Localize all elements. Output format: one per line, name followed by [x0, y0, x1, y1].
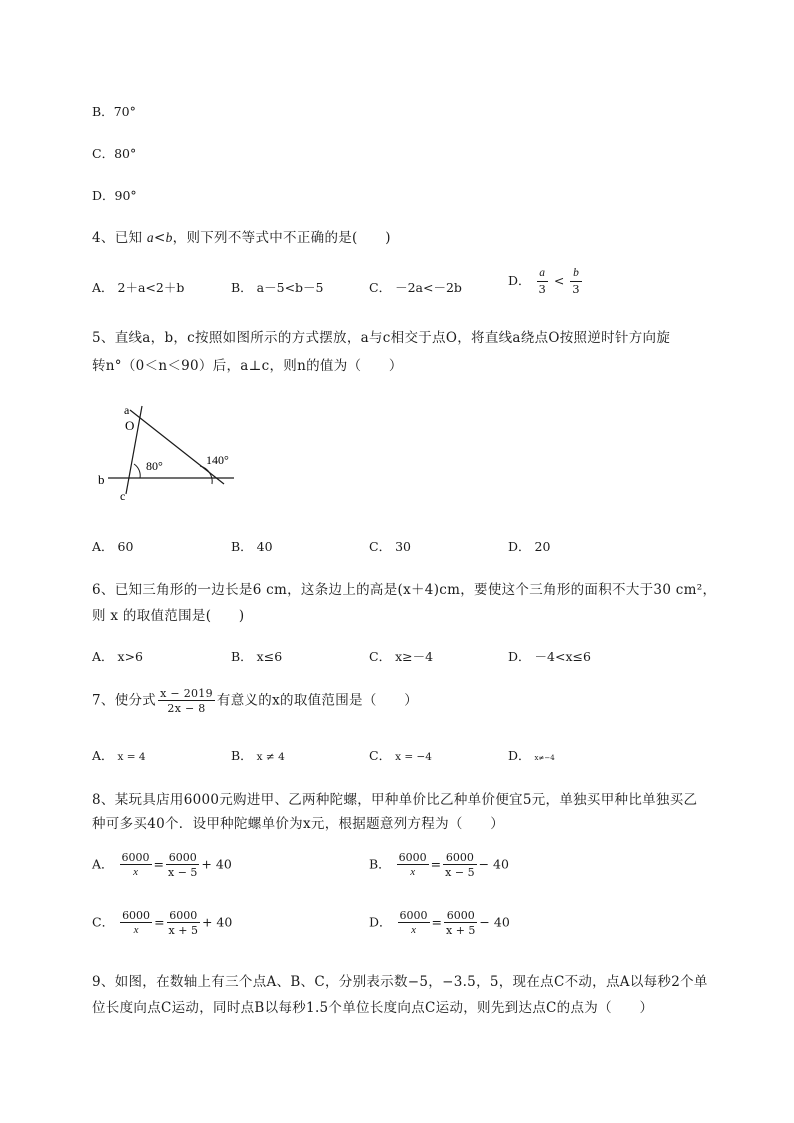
question-7-option-c: C． x = −4	[369, 748, 432, 763]
label-c: c	[120, 489, 126, 503]
question-8-option-a: A． $\frac{6000}{x}$ = $\frac{6000}{x - 5}$ + 40	[92, 851, 232, 879]
question-6-option-a: A． x>6	[92, 649, 143, 664]
question-6-line-2: 则 x 的取值范围是( )	[92, 608, 245, 624]
question-4-stem: 4、已知 a<b，则下列不等式中不正确的是( )	[92, 230, 391, 246]
question-5-line-2: 转n°（0＜n＜90）后，a⊥c，则n的值为（ ）	[92, 358, 403, 374]
question-9-line-2: 位长度向点C运动，同时点B以每秒1.5个单位长度向点C运动，则先到达点C的点为（ ）	[92, 1000, 654, 1016]
question-5-line-1: 5、直线a，b，c按照如图所示的方式摆放，a与c相交于点O，将直线a绕点O按照逆时针方向旋	[92, 330, 671, 346]
question-6-option-d: D． －4<x≤6	[508, 649, 591, 664]
question-6-option-c: C． x≥－4	[369, 649, 434, 664]
question-5-option-a: A． 60	[92, 539, 134, 554]
label-a: a	[124, 403, 130, 417]
question-4-option-b: B． a－5<b－5	[231, 280, 324, 295]
question-8-option-b: B． $\frac{6000}{x}$ = $\frac{6000}{x - 5}$ − 40	[369, 851, 509, 879]
question-8-line-1: 8、某玩具店用6000元购进甲、乙两种陀螺，甲种单价比乙种单价便宜5元，单独买甲种比单独买乙	[92, 792, 698, 808]
question-8-option-d: D． $\frac{6000}{x}$ = $\frac{6000}{x + 5}$ − 40	[369, 909, 510, 937]
label-b: b	[98, 472, 105, 487]
question-9-line-1: 9、如图，在数轴上有三个点A、B、C，分别表示数−5，−3.5，5，现在点C不动，点A以每秒2个单	[92, 974, 708, 990]
option-b-prev: B．70°	[92, 104, 136, 119]
label-o: O	[125, 418, 135, 433]
question-7-stem: 7、使分式 $\frac{x - 2019}{2x - 8}$ 有意义的x的取值范围是（ ）	[92, 687, 419, 715]
angle-140-arc	[200, 466, 212, 484]
question-4-option-d: D． $\frac{a}{3}$ < $\frac{b}{3}$	[508, 267, 580, 296]
question-7-option-b: B． x ≠ 4	[231, 748, 285, 763]
question-6-line-1: 6、已知三角形的一边长是6 cm，这条边上的高是(x＋4)cm，要使这个三角形的面积不大于30 cm²，	[92, 582, 717, 598]
question-4-option-c: C． －2a<－2b	[369, 280, 462, 295]
option-c-prev: C．80°	[92, 146, 137, 161]
question-5-option-c: C． 30	[369, 539, 411, 554]
angle-80-label: 80°	[146, 459, 163, 473]
option-d-prev: D．90°	[92, 188, 137, 203]
question-8-option-c: C． $\frac{6000}{x}$ = $\frac{6000}{x + 5}$ + 40	[92, 909, 233, 937]
question-5-option-b: B． 40	[231, 539, 273, 554]
question-5-option-d: D． 20	[508, 539, 551, 554]
angle-140-label: 140°	[206, 453, 229, 467]
question-4-option-a: A． 2＋a<2＋b	[92, 280, 185, 295]
question-7-option-a: A． x = 4	[92, 748, 146, 763]
question-7-option-d: D． x≠−4	[508, 748, 555, 763]
question-6-option-b: B． x≤6	[231, 649, 283, 664]
angle-80-arc	[134, 464, 140, 478]
question-8-line-2: 种可多买40个．设甲种陀螺单价为x元，根据题意列方程为（ ）	[92, 816, 505, 832]
question-5-figure	[92, 398, 242, 506]
